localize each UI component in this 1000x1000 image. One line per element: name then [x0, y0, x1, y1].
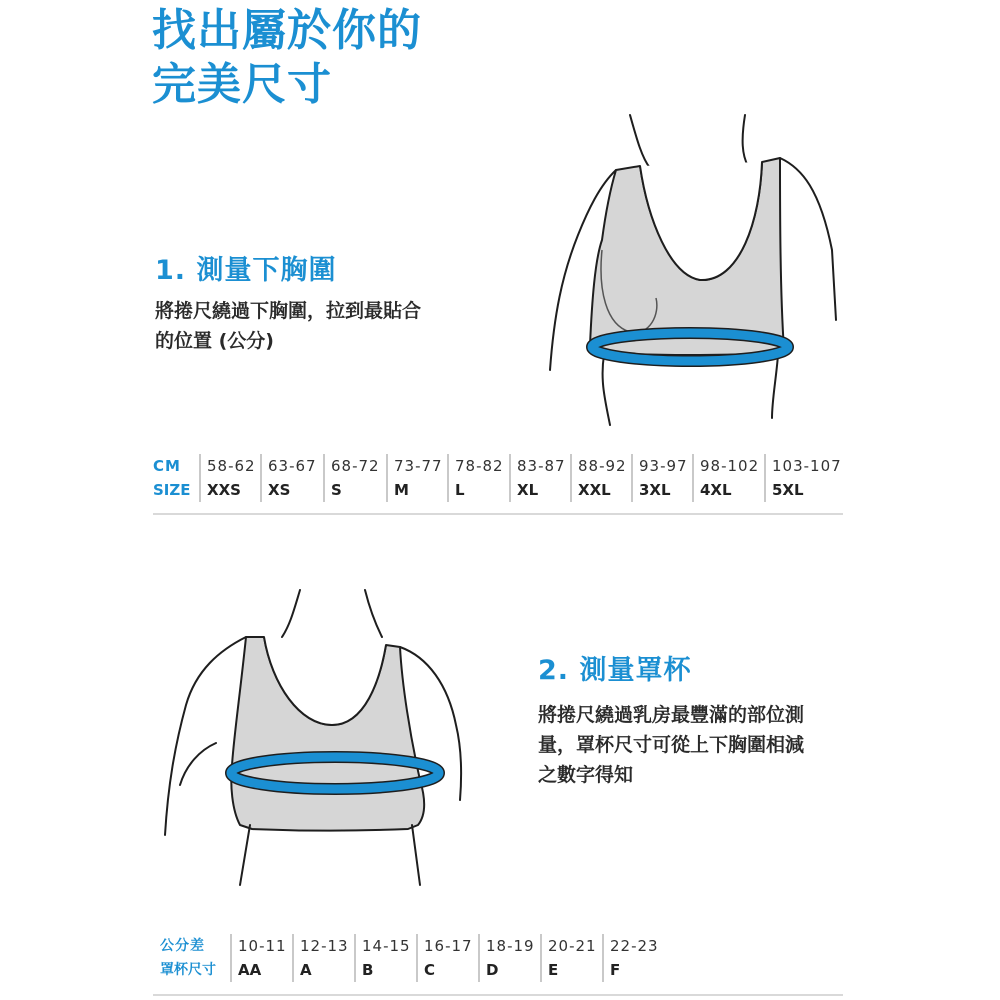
band-size: 4XL: [700, 481, 732, 499]
band-size-table: [153, 454, 842, 502]
cup-size: F: [610, 961, 621, 979]
cup-size-column: [416, 934, 478, 982]
band-range: 93-97: [639, 457, 688, 475]
band-size-column: [323, 454, 386, 502]
underbust-figure: [540, 100, 840, 430]
cup-size: B: [362, 961, 374, 979]
band-size: L: [455, 481, 465, 499]
step1-desc-line1: 將捲尺繞過下胸圍，拉到最貼合: [155, 300, 422, 322]
cup-size-table: [160, 934, 664, 982]
band-size: 5XL: [772, 481, 804, 499]
cup-size-column: [292, 934, 354, 982]
cup-size-column: [354, 934, 416, 982]
band-size-column: [199, 454, 260, 502]
band-size-header: [153, 454, 199, 502]
step1-desc-line2: 的位置 (公分): [155, 330, 274, 352]
cup-size-column: [602, 934, 664, 982]
cup-range: 12-13: [300, 937, 349, 955]
step2-title: 2. 測量罩杯: [538, 655, 692, 686]
step1-description: [155, 296, 421, 356]
cup-size: AA: [238, 961, 262, 979]
step2-desc-line2: 量，罩杯尺寸可從上下胸圍相減: [538, 734, 805, 756]
divider: [153, 513, 843, 515]
band-header-cm: CM: [153, 457, 181, 475]
band-size: XXS: [207, 481, 241, 499]
band-size-column: [386, 454, 447, 502]
band-size-column: [692, 454, 764, 502]
cup-range: 18-19: [486, 937, 535, 955]
page-title: [152, 4, 422, 112]
cup-size-column: [230, 934, 292, 982]
band-range: 73-77: [394, 457, 443, 475]
cup-header-size: 罩杯尺寸: [160, 962, 216, 978]
title-line-1: 找出屬於你的: [152, 5, 422, 56]
band-range: 63-67: [268, 457, 317, 475]
step2-description: [538, 700, 804, 790]
band-size-column: [570, 454, 631, 502]
band-size-column: [260, 454, 323, 502]
cup-header-diff: 公分差: [160, 938, 205, 954]
band-header-size: SIZE: [153, 481, 191, 499]
band-range: 83-87: [517, 457, 566, 475]
band-range: 98-102: [700, 457, 760, 475]
cup-size-header: [160, 934, 230, 982]
cup-size: D: [486, 961, 499, 979]
band-size-column: [764, 454, 842, 502]
step2-desc-line1: 將捲尺繞過乳房最豐滿的部位測: [538, 704, 805, 726]
step1-title: 1. 測量下胸圍: [155, 255, 337, 286]
cup-range: 20-21: [548, 937, 597, 955]
band-size: M: [394, 481, 409, 499]
cup-size: E: [548, 961, 559, 979]
cup-range: 22-23: [610, 937, 659, 955]
band-range: 58-62: [207, 457, 256, 475]
band-size: S: [331, 481, 342, 499]
cup-size-column: [540, 934, 602, 982]
band-size: XXL: [578, 481, 611, 499]
band-range: 88-92: [578, 457, 627, 475]
cup-range: 10-11: [238, 937, 287, 955]
band-size: XS: [268, 481, 291, 499]
band-range: 78-82: [455, 457, 504, 475]
band-size: 3XL: [639, 481, 671, 499]
band-size-column: [631, 454, 692, 502]
cup-size-column: [478, 934, 540, 982]
title-line-2: 完美尺寸: [152, 59, 332, 110]
step2-desc-line3: 之數字得知: [538, 764, 634, 786]
band-size-column: [447, 454, 509, 502]
bust-figure: [160, 585, 480, 885]
band-range: 68-72: [331, 457, 380, 475]
band-size: XL: [517, 481, 539, 499]
cup-range: 14-15: [362, 937, 411, 955]
cup-size: A: [300, 961, 312, 979]
band-size-column: [509, 454, 570, 502]
cup-size: C: [424, 961, 436, 979]
band-range: 103-107: [772, 457, 842, 475]
divider: [153, 994, 843, 996]
cup-range: 16-17: [424, 937, 473, 955]
